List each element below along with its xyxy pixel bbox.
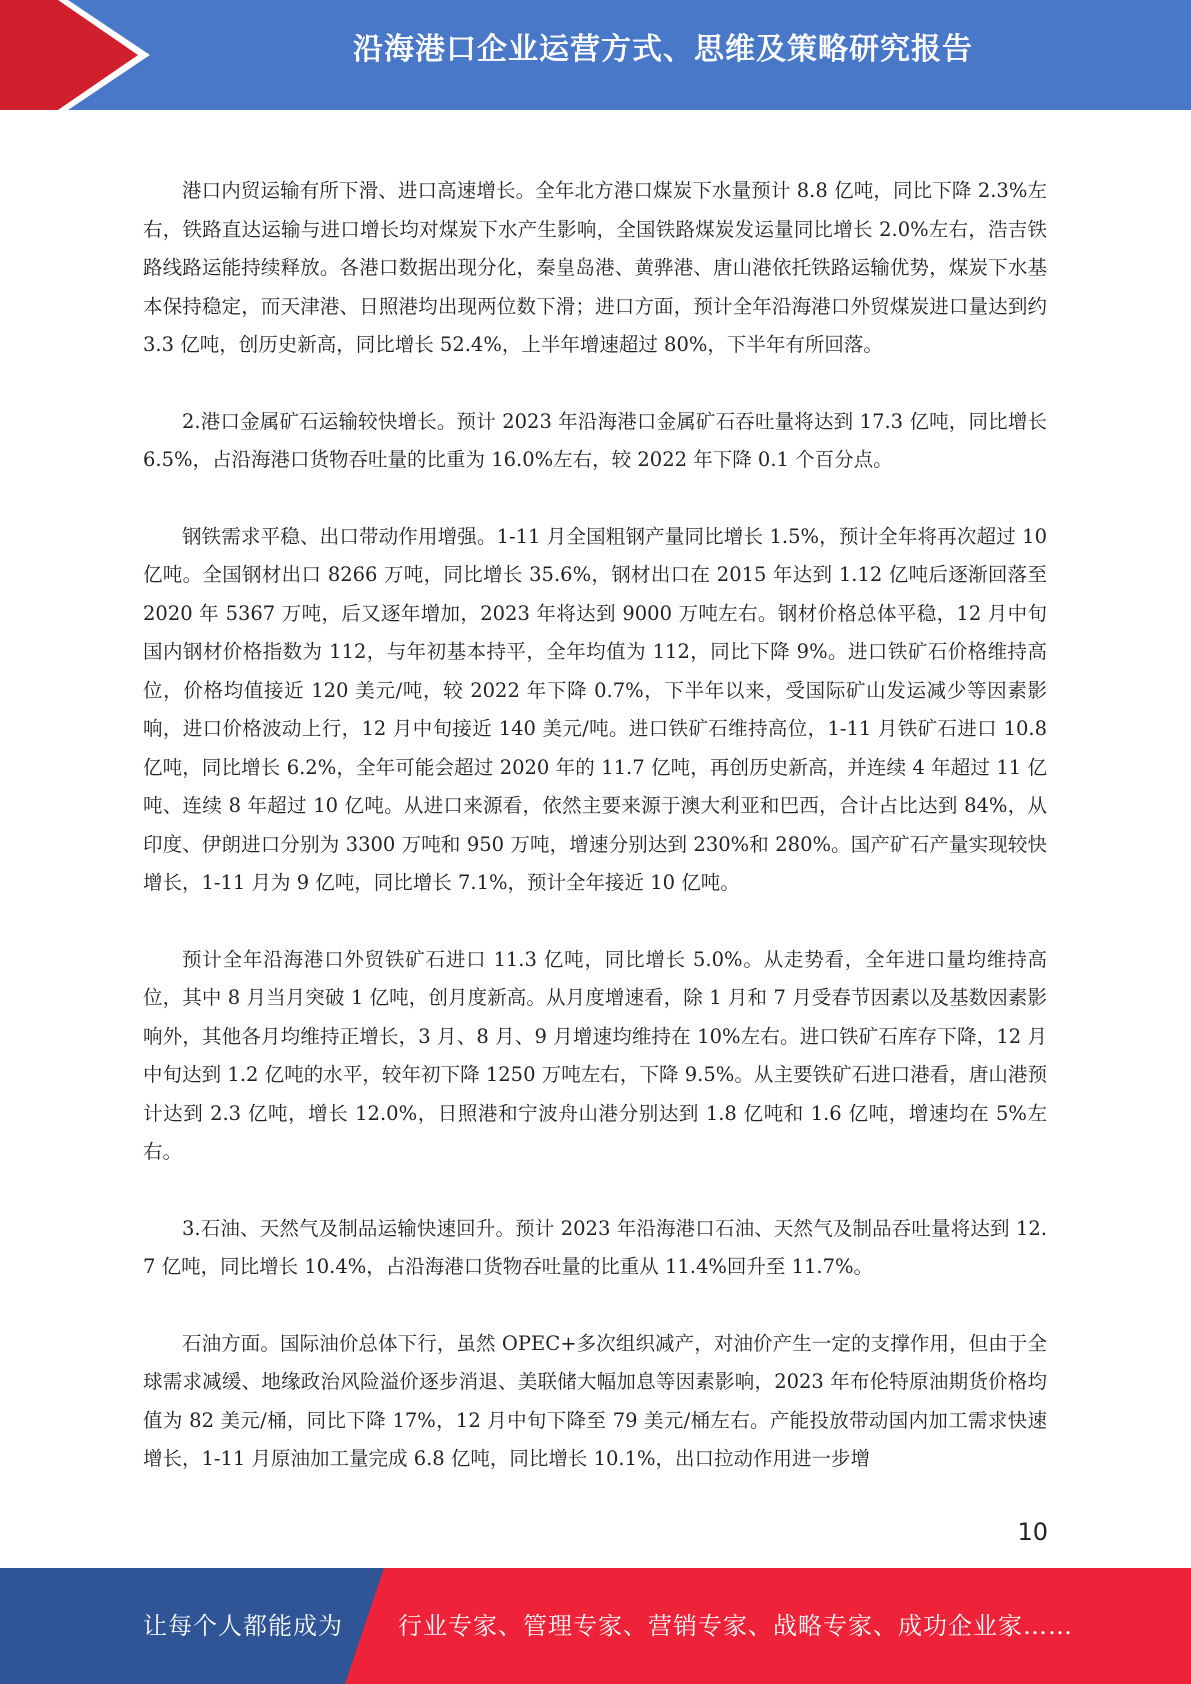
page-header (0, 0, 1191, 110)
paragraph-oil-detail: 石油方面。国际油价总体下行，虽然 OPEC+多次组织减产，对油价产生一定的支撑作用，但由于全球需求减缓、地缘政治风险溢价逐步消退、美联储大幅加息等因素影响，2023 年布伦特原油期货价格均值为 82 美元/桶，同比下降 17%，12 月中旬下降至 79 美元/桶左右。产能投放带动国内加工需求快速增长，1-11 月原油加工量完成 6.8 亿吨，同比增长 10.1%，出口拉动作用进一步增 (143, 1331, 1047, 1470)
paragraph-coal-trade: 港口内贸运输有所下滑、进口高速增长。全年北方港口煤炭下水量预计 8.8 亿吨，同比下降 2.3%左右，铁路直达运输与进口增长均对煤炭下水产生影响，全国铁路煤炭发运量同比增长 2.0%左右，浩吉铁路线路运能持续释放。各港口数据出现分化，秦皇岛港、黄骅港、唐山港依托铁路运输优势，煤炭下水基本保持稳定，而天津港、日照港均出现两位数下滑；进口方面，预计全年沿海港口外贸煤炭进口量达到约 3.3 亿吨，创历史新高，同比增长 52.4%，上半年增速超过 80%，下半年有所回落。 (143, 179, 1047, 356)
paragraph-oil-gas-summary: 3.石油、天然气及制品运输快速回升。预计 2023 年沿海港口石油、天然气及制品吞吐量将达到 12.7 亿吨，同比增长 10.4%，占沿海港口货物吞吐量的比重从 11.4%回升至 11.7%。 (143, 1216, 1047, 1278)
footer-slogan-left: 让每个人都能成为 (143, 1612, 343, 1640)
footer-slogan-right: 行业专家、管理专家、营销专家、战略专家、成功企业家…… (398, 1612, 1073, 1640)
page-number: 10 (1017, 1518, 1048, 1546)
page-footer (0, 1568, 1191, 1684)
paragraph-steel-demand: 钢铁需求平稳、出口带动作用增强。1-11 月全国粗钢产量同比增长 1.5%，预计全年将再次超过 10 亿吨。全国钢材出口 8266 万吨，同比增长 35.6%，钢材出口在 2015 年达到 1.12 亿吨后逐渐回落至 2020 年 5367 万吨，后又逐年增加，2023 年将达到 9000 万吨左右。钢材价格总体平稳，12 月中旬国内钢材价格指数为 112，与年初基本持平，全年均值为 112，同比下降 9%。进口铁矿石价格维持高位，价格均值接近 120 美元/吨，较 2022 年下降 0.7%，下半年以来，受国际矿山发运减少等因素影响，进口价格波动上行，12 月中旬接近 140 美元/吨。进口铁矿石维持高位，1-11 月铁矿石进口 10.8 亿吨，同比增长 6.2%，全年可能会超过 2020 年的 11.7 亿吨，再创历史新高，并连续 4 年超过 11 亿吨、连续 8 年超过 10 亿吨。从进口来源看，依然主要来源于澳大利亚和巴西，合计占比达到 84%，从印度、伊朗进口分别为 3300 万吨和 950 万吨，增速分别达到 230%和 280%。国产矿石产量实现较快增长，1-11 月为 9 亿吨，同比增长 7.1%，预计全年接近 10 亿吨。 (143, 524, 1047, 894)
paragraph-metal-ore-summary: 2.港口金属矿石运输较快增长。预计 2023 年沿海港口金属矿石吞吐量将达到 17.3 亿吨，同比增长 6.5%，占沿海港口货物吞吐量的比重为 16.0%左右，较 2022 年下降 0.1 个百分点。 (143, 409, 1047, 471)
report-title: 沿海港口企业运营方式、思维及策略研究报告 (353, 32, 973, 67)
paragraph-iron-ore-import: 预计全年沿海港口外贸铁矿石进口 11.3 亿吨，同比增长 5.0%。从走势看，全年进口量均维持高位，其中 8 月当月突破 1 亿吨，创月度新高。从月度增速看，除 1 月和 7 月受春节因素以及基数因素影响外，其他各月均维持正增长，3 月、8 月、9 月增速均维持在 10%左右。进口铁矿石库存下降，12 月中旬达到 1.2 亿吨的水平，较年初下降 1250 万吨左右，下降 9.5%。从主要铁矿石进口港看，唐山港预计达到 2.3 亿吨，增长 12.0%，日照港和宁波舟山港分别达到 1.8 亿吨和 1.6 亿吨，增速均在 5%左右。 (143, 947, 1047, 1163)
header-chevron-decoration (0, 0, 160, 110)
document-body (143, 172, 1047, 1517)
